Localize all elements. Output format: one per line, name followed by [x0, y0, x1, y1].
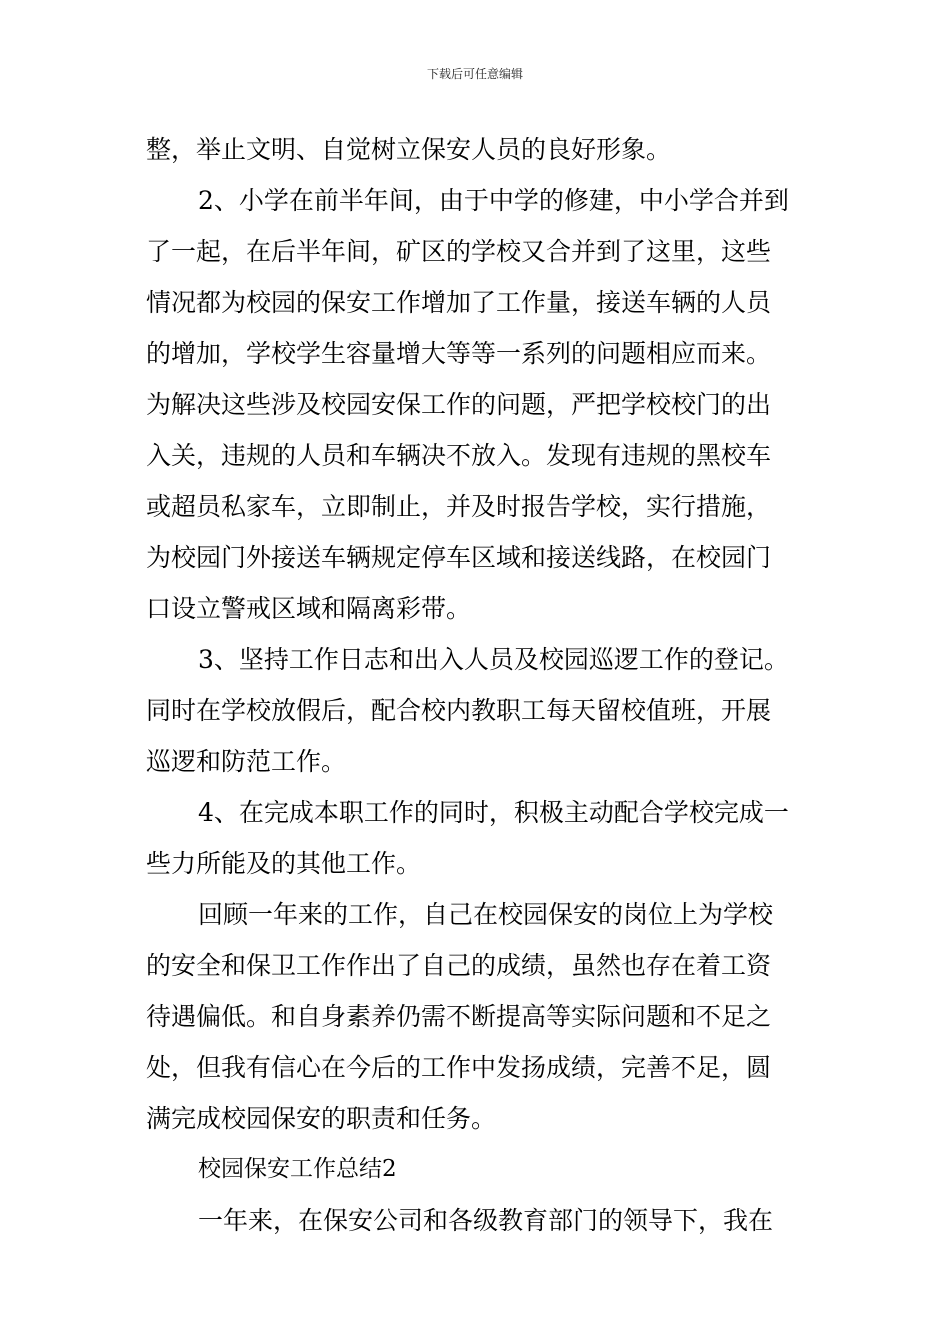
text-line: 满完成校园保安的职责和任务。 — [146, 1104, 497, 1133]
text-line: 为校园门外接送车辆规定停车区域和接送线路，在校园门 — [146, 543, 772, 572]
text-line: 待遇偏低。和自身素养仍需不断提高等实际问题和不足之 — [146, 1002, 772, 1031]
text-line: 或超员私家车，立即制止，并及时报告学校，实行措施， — [146, 492, 772, 521]
paragraph-3-start: 3、坚持工作日志和出入人员及校园巡逻工作的登记。 — [198, 645, 789, 674]
paragraph-review-start: 回顾一年来的工作，自己在校园保安的岗位上为学校 — [198, 900, 774, 929]
text-line: 整，举止文明、自觉树立保安人员的良好形象。 — [146, 135, 672, 164]
text-line: 的增加，学校学生容量增大等等一系列的问题相应而来。 — [146, 339, 772, 368]
document-body — [146, 124, 806, 1246]
page-header-note: 下载后可任意编辑 — [426, 67, 523, 81]
text-line: 处，但我有信心在今后的工作中发扬成绩，完善不足，圆 — [146, 1053, 772, 1082]
text-line: 入关，违规的人员和车辆决不放入。发现有违规的黑校车 — [146, 441, 772, 470]
paragraph-4-start: 4、在完成本职工作的同时，积极主动配合学校完成一 — [198, 798, 789, 827]
text-line: 的安全和保卫工作作出了自己的成绩，虽然也存在着工资 — [146, 951, 772, 980]
text-line: 同时在学校放假后，配合校内教职工每天留校值班，开展 — [146, 696, 772, 725]
paragraph-summary-start: 一年来，在保安公司和各级教育部门的领导下，我在 — [198, 1206, 774, 1235]
section-title: 校园保安工作总结2 — [198, 1156, 397, 1182]
text-line: 巡逻和防范工作。 — [146, 747, 347, 776]
text-line: 口设立警戒区域和隔离彩带。 — [146, 594, 472, 623]
text-line: 些力所能及的其他工作。 — [146, 849, 422, 878]
text-line: 为解决这些涉及校园安保工作的问题，严把学校校门的出 — [146, 390, 772, 419]
paragraph-2-start: 2、小学在前半年间，由于中学的修建，中小学合并到 — [198, 186, 789, 215]
text-line: 了一起，在后半年间，矿区的学校又合并到了这里，这些 — [146, 237, 772, 266]
text-line: 情况都为校园的保安工作增加了工作量，接送车辆的人员 — [146, 288, 772, 317]
